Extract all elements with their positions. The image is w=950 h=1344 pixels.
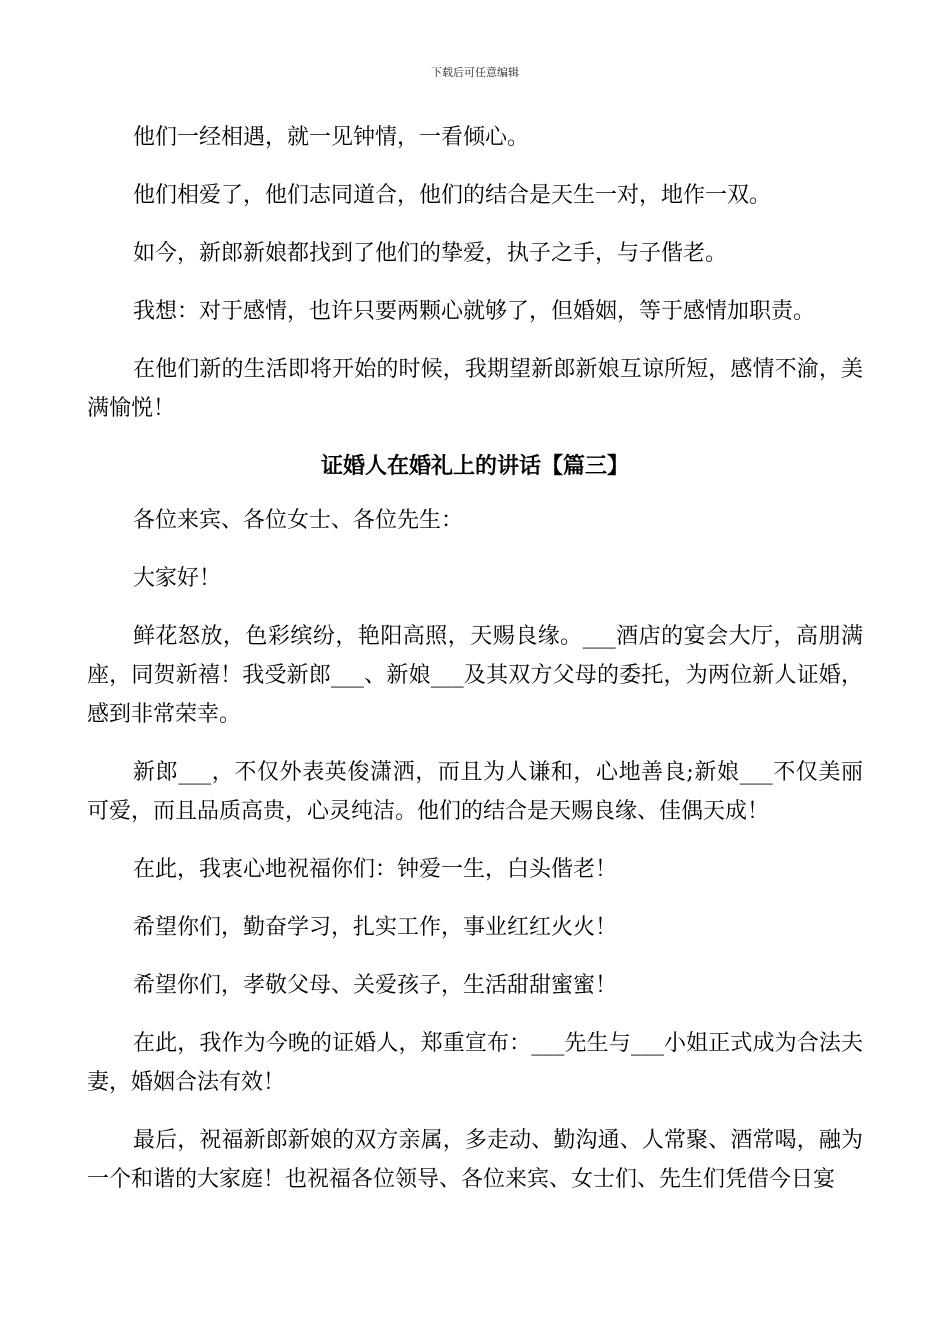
document-body — [87, 118, 863, 1218]
section-heading: 证婚人在婚礼上的讲话【篇三】 — [320, 454, 629, 479]
paragraph: 希望你们，勤奋学习，扎实工作，事业红红火火！ — [133, 915, 618, 940]
page-header-note: 下载后可任意编辑 — [431, 66, 519, 79]
paragraph: 他们一经相遇，就一见钟情，一看倾心。 — [133, 125, 530, 150]
paragraph: 最后，祝福新郎新娘的双方亲属，多走动、勤沟通、人常聚、酒常喝，融为一个和谐的大家庭！也祝福各位领导、各位来宾、女士们、先生们凭借今日宴 — [87, 1128, 863, 1192]
paragraph: 我想：对于感情，也许只要两颗心就够了，但婚姻，等于感情加职责。 — [133, 299, 816, 324]
paragraph: 大家好！ — [133, 566, 222, 591]
paragraph: 在他们新的生活即将开始的时候，我期望新郎新娘互谅所短，感情不渝，美满愉悦！ — [87, 357, 863, 421]
paragraph: 如今，新郎新娘都找到了他们的挚爱，执子之手，与子偕老。 — [133, 241, 728, 266]
paragraph: 鲜花怒放，色彩缤纷，艳阳高照，天赐良缘。___酒店的宴会大厅，高朋满座，同贺新禧！我受新郎___、新娘___及其双方父母的委托，为两位新人证婚，感到非常荣幸。 — [87, 624, 863, 727]
paragraph: 在此，我衷心地祝福你们：钟爱一生，白头偕老！ — [133, 857, 618, 882]
paragraph: 新郎___，不仅外表英俊潇洒，而且为人谦和，心地善良;新娘___不仅美丽可爱，而且品质高贵，心灵纯洁。他们的结合是天赐良缘、佳偶天成！ — [87, 760, 863, 824]
paragraph: 各位来宾、各位女士、各位先生： — [133, 508, 464, 533]
paragraph: 他们相爱了，他们志同道合，他们的结合是天生一对，地作一双。 — [133, 183, 772, 208]
paragraph: 希望你们，孝敬父母、关爱孩子，生活甜甜蜜蜜！ — [133, 973, 618, 998]
paragraph: 在此，我作为今晚的证婚人，郑重宣布：___先生与___小姐正式成为合法夫妻，婚姻合法有效！ — [87, 1031, 863, 1095]
